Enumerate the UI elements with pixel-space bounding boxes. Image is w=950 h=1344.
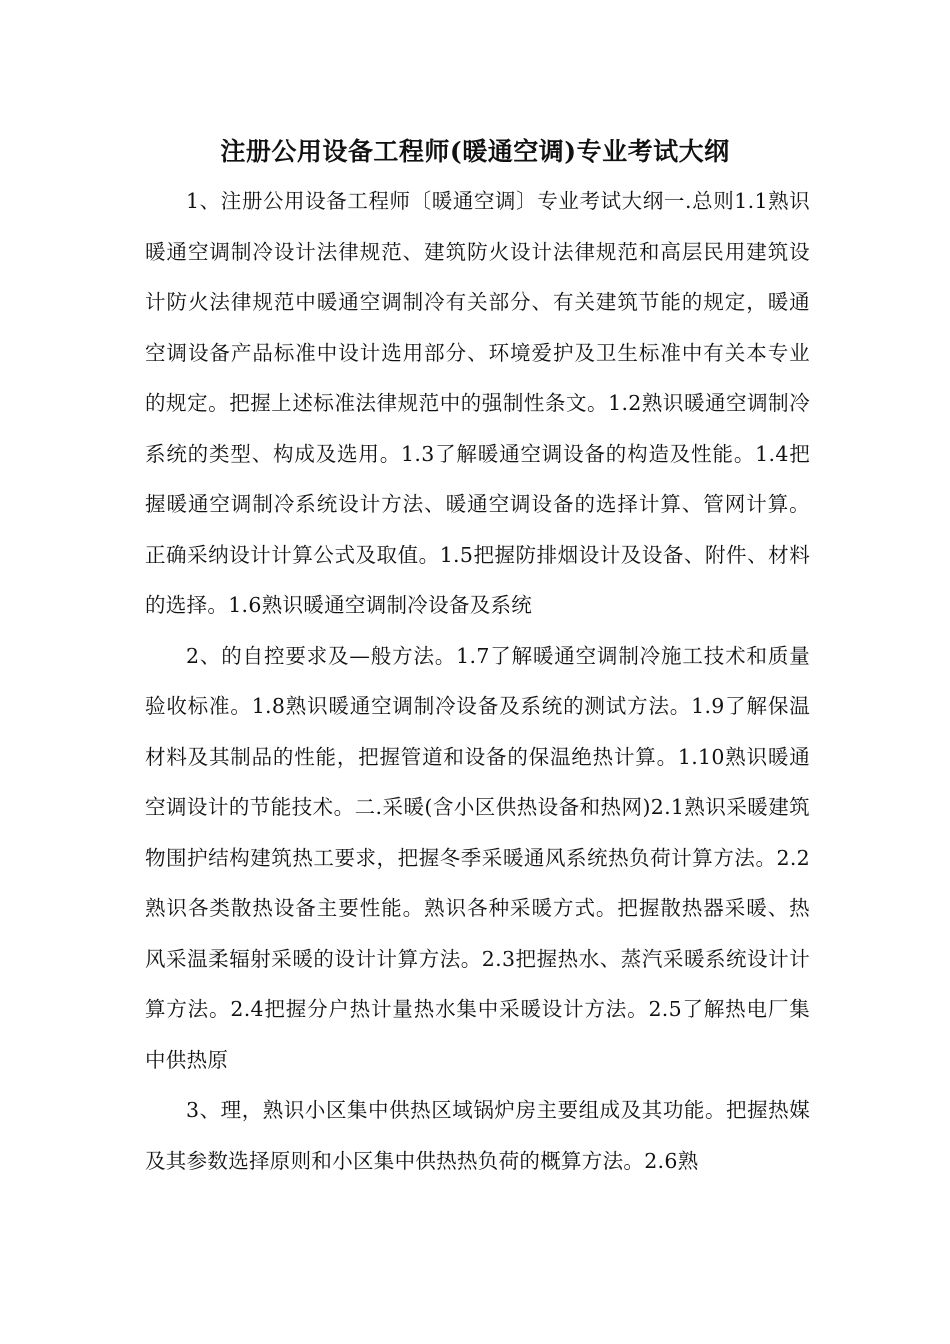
paragraph-2: 2、的自控要求及—般方法。1.7了解暖通空调制冷施工技术和质量验收标准。1.8熟识暖通空调制冷设备及系统的测试方法。1.9了解保温材料及其制品的性能，把握管道和设备的保温绝热计算。1.10熟识暖通空调设计的节能技术。二.采暖(含小区供热设备和热网)2.1熟识采暖建筑物围护结构建筑热工要求，把握冬季采暖通风系统热负荷计算方法。2.2熟识各类散热设备主要性能。熟识各种采暖方式。把握散热器采暖、热风采温柔辐射采暖的设计计算方法。2.3把握热水、蒸汽采暖系统设计计算方法。2.4把握分户热计量热水集中采暖设计方法。2.5了解热电厂集中供热原 bbox=[145, 643, 810, 1072]
paragraph-1: 1、注册公用设备工程师〔暖通空调〕专业考试大纲一.总则1.1熟识暖通空调制冷设计法律规范、建筑防火设计法律规范和高层民用建筑设计防火法律规范中暖通空调制冷有关部分、有关建筑节能的规定，暖通空调设备产品标准中设计选用部分、环境爱护及卫生标准中有关本专业的规定。把握上述标准法律规范中的强制性条文。1.2熟识暖通空调制冷系统的类型、构成及选用。1.3了解暖通空调设备的构造及性能。1.4把握暖通空调制冷系统设计方法、暖通空调设备的选择计算、管网计算。正确采纳设计计算公式及取值。1.5把握防排烟设计及设备、附件、材料的选择。1.6熟识暖通空调制冷设备及系统 bbox=[145, 189, 810, 617]
paragraph-3: 3、理，熟识小区集中供热区域锅炉房主要组成及其功能。把握热媒及其参数选择原则和小区集中供热热负荷的概算方法。2.6熟 bbox=[145, 1098, 810, 1173]
document-body bbox=[145, 176, 810, 1186]
document-title: 注册公用设备工程师(暖通空调)专业考试大纲 bbox=[220, 137, 730, 166]
